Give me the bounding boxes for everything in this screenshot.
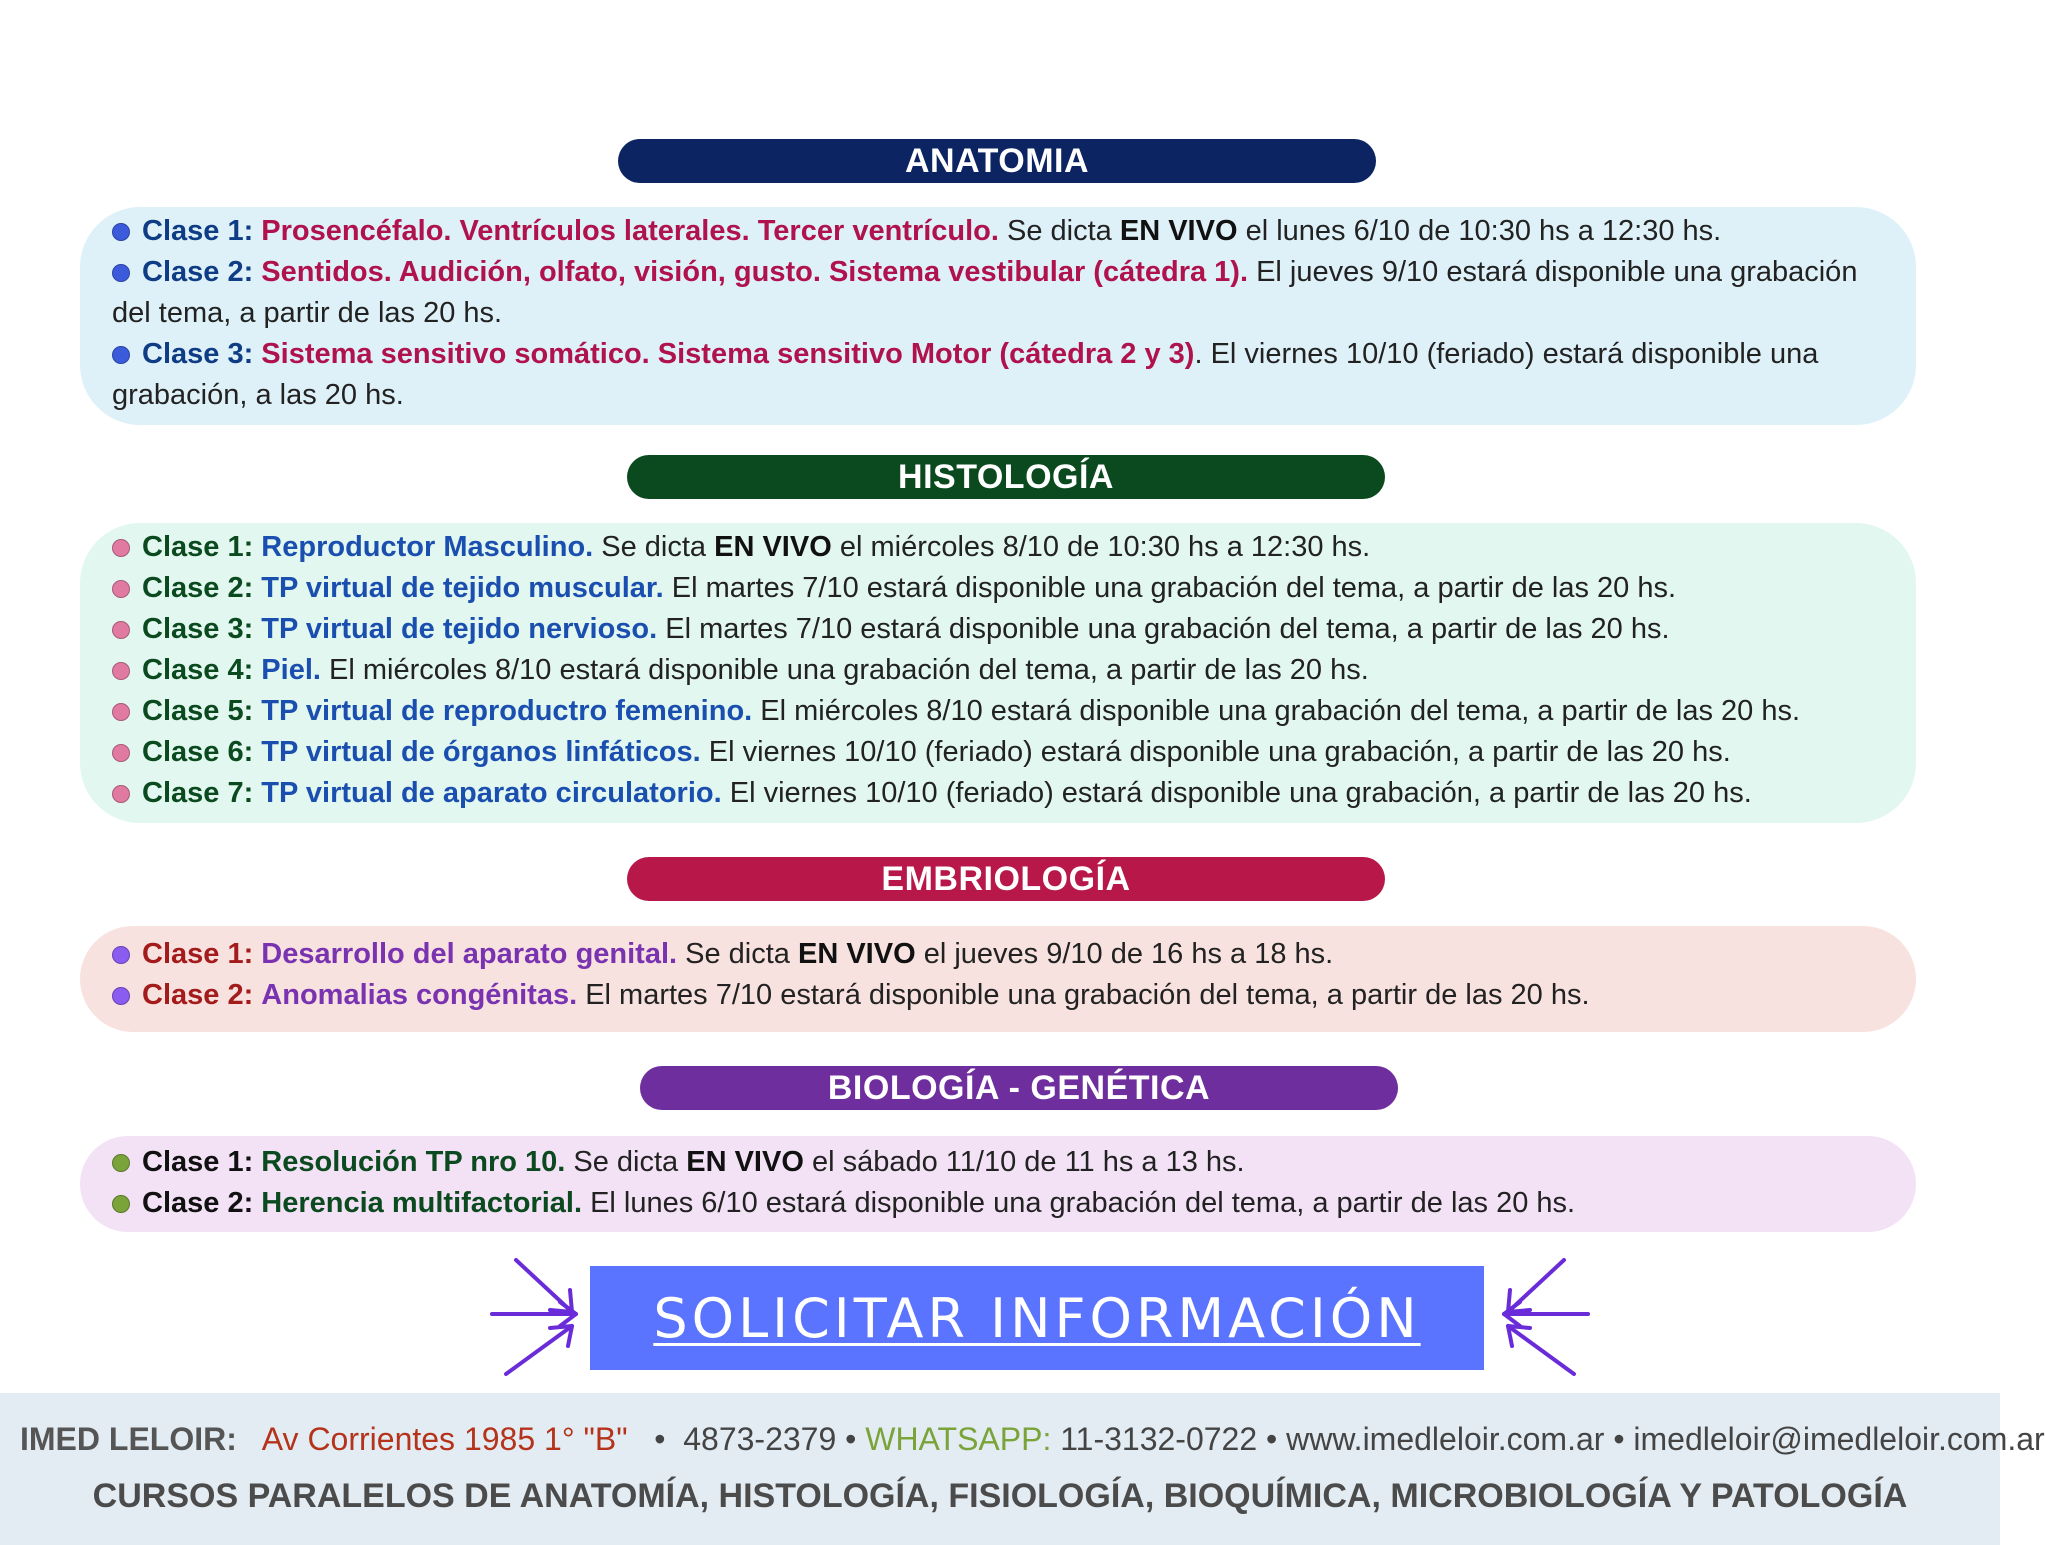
footer-whatsapp-label: WHATSAPP: bbox=[865, 1421, 1052, 1457]
biologia-header bbox=[640, 1066, 1398, 1110]
class-details: . El viernes 10/10 (feriado) estará disponible una grabación, a las 20 hs. bbox=[112, 338, 1827, 411]
left-arrows-icon bbox=[480, 1250, 590, 1390]
footer-contact-row: IMED LELOIR: Av Corrientes 1985 1° "B" • 4873-2379 • WHATSAPP: 11-3132-0722 • www.imedleloir.com.ar • imedleloir@imedleloir.com.ar bbox=[20, 1421, 2045, 1457]
embriologia-title: EMBRIOLOGÍA bbox=[881, 859, 1131, 898]
bullet-icon bbox=[112, 580, 130, 598]
footer-phone: 4873-2379 bbox=[683, 1421, 837, 1457]
anatomia-title: ANATOMIA bbox=[904, 141, 1090, 180]
class-details: El miércoles 8/10 estará disponible una grabación del tema, a partir de las 20 hs. bbox=[320, 654, 1369, 686]
class-topic: TP virtual de tejido nervioso. bbox=[261, 613, 658, 645]
class-schedule: el jueves 9/10 de 16 hs a 18 hs. bbox=[915, 938, 1334, 970]
class-topic: TP virtual de órganos linfáticos. bbox=[261, 736, 701, 768]
bullet-icon bbox=[112, 1154, 130, 1172]
en-vivo-tag: EN VIVO bbox=[714, 531, 832, 563]
en-vivo-tag: EN VIVO bbox=[1119, 215, 1238, 247]
class-label: Clase 6: bbox=[142, 736, 254, 768]
class-topic: Herencia multifactorial. bbox=[261, 1187, 583, 1219]
solicitar-informacion-button[interactable] bbox=[590, 1266, 1484, 1370]
histologia-class-item bbox=[112, 568, 1886, 609]
class-details: El miércoles 8/10 estará disponible una grabación del tema, a partir de las 20 hs. bbox=[752, 695, 1801, 727]
histologia-class-item bbox=[112, 527, 1886, 568]
bullet-icon bbox=[112, 703, 130, 721]
class-details: El viernes 10/10 (feriado) estará disponible una grabación, a partir de las 20 hs. bbox=[721, 777, 1752, 809]
bullet-icon bbox=[112, 662, 130, 680]
class-label: Clase 1: bbox=[142, 938, 254, 970]
class-label: Clase 2: bbox=[142, 572, 254, 604]
bullet-icon bbox=[112, 1195, 130, 1213]
class-topic: Anomalias congénitas. bbox=[261, 979, 578, 1011]
class-label: Clase 1: bbox=[142, 1146, 254, 1178]
class-topic: Sentidos. Audición, olfato, visión, gusto. Sistema vestibular (cátedra 1). bbox=[261, 256, 1249, 288]
embriologia-header bbox=[627, 857, 1385, 901]
biologia-class-item bbox=[112, 1183, 1886, 1224]
class-details: El jueves 9/10 estará disponible una grabación del tema, a partir de las 20 hs. bbox=[112, 256, 1866, 329]
en-vivo-tag: EN VIVO bbox=[686, 1146, 804, 1178]
biologia-panel bbox=[80, 1136, 1916, 1232]
class-schedule: el lunes 6/10 de 10:30 hs a 12:30 hs. bbox=[1237, 215, 1722, 247]
class-schedule: el sábado 11/10 de 11 hs a 13 hs. bbox=[803, 1146, 1245, 1178]
class-topic: TP virtual de reproductro femenino. bbox=[261, 695, 753, 727]
histologia-panel bbox=[80, 523, 1916, 823]
en-vivo-tag: EN VIVO bbox=[798, 938, 916, 970]
bullet-icon bbox=[112, 539, 130, 557]
histologia-class-item bbox=[112, 650, 1886, 691]
class-schedule: el miércoles 8/10 de 10:30 hs a 12:30 hs. bbox=[831, 531, 1371, 563]
class-details: Se dicta bbox=[998, 215, 1120, 247]
class-topic: Sistema sensitivo somático. Sistema sensitivo Motor (cátedra 2 y 3) bbox=[261, 338, 1195, 370]
class-label: Clase 1: bbox=[142, 531, 254, 563]
biologia-title: BIOLOGÍA - GENÉTICA bbox=[827, 1068, 1211, 1107]
footer bbox=[0, 1393, 2045, 1545]
footer-tagline: CURSOS PARALELOS DE ANATOMÍA, HISTOLOGÍA, FISIOLOGÍA, BIOQUÍMICA, MICROBIOLOGÍA Y PATOLOGÍA bbox=[92, 1477, 1908, 1515]
histologia-title: HISTOLOGÍA bbox=[898, 457, 1114, 496]
class-topic: Desarrollo del aparato genital. bbox=[261, 938, 678, 970]
bullet-icon bbox=[112, 744, 130, 762]
anatomia-class-item bbox=[112, 252, 1886, 334]
histologia-class-item bbox=[112, 732, 1886, 773]
histologia-header bbox=[627, 455, 1385, 499]
class-details: Se dicta bbox=[565, 1146, 687, 1178]
class-label: Clase 2: bbox=[142, 256, 254, 288]
biologia-class-item bbox=[112, 1142, 1886, 1183]
right-arrows-icon bbox=[1490, 1250, 1600, 1390]
anatomia-panel bbox=[80, 207, 1916, 425]
anatomia-class-item bbox=[112, 211, 1886, 252]
class-label: Clase 5: bbox=[142, 695, 254, 727]
class-topic: Resolución TP nro 10. bbox=[261, 1146, 566, 1178]
bullet-icon bbox=[112, 346, 130, 364]
bullet-icon bbox=[112, 223, 130, 241]
class-details: El viernes 10/10 (feriado) estará disponible una grabación, a partir de las 20 hs. bbox=[700, 736, 1731, 768]
class-details: El lunes 6/10 estará disponible una grabación del tema, a partir de las 20 hs. bbox=[582, 1187, 1576, 1219]
class-topic: Prosencéfalo. Ventrículos laterales. Tercer ventrículo. bbox=[261, 215, 999, 247]
class-label: Clase 3: bbox=[142, 338, 254, 370]
bullet-icon bbox=[112, 987, 130, 1005]
embriologia-panel bbox=[80, 926, 1916, 1032]
class-topic: Reproductor Masculino. bbox=[261, 531, 594, 563]
embriologia-class-item bbox=[112, 934, 1886, 975]
bullet-icon bbox=[112, 264, 130, 282]
histologia-class-item bbox=[112, 609, 1886, 650]
histologia-class-item bbox=[112, 691, 1886, 732]
class-details: El martes 7/10 estará disponible una grabación del tema, a partir de las 20 hs. bbox=[657, 613, 1670, 645]
footer-email-link[interactable]: imedleloir@imedleloir.com.ar bbox=[1633, 1421, 2045, 1457]
class-label: Clase 3: bbox=[142, 613, 254, 645]
footer-brand: IMED LELOIR: bbox=[20, 1421, 237, 1457]
class-details: Se dicta bbox=[677, 938, 798, 970]
class-details: El martes 7/10 estará disponible una grabación del tema, a partir de las 20 hs. bbox=[663, 572, 1677, 604]
class-topic: Piel. bbox=[261, 654, 321, 686]
embriologia-class-item bbox=[112, 975, 1886, 1016]
class-details: Se dicta bbox=[593, 531, 715, 563]
class-label: Clase 7: bbox=[142, 777, 254, 809]
anatomia-header bbox=[618, 139, 1376, 183]
class-details: El martes 7/10 estará disponible una grabación del tema, a partir de las 20 hs. bbox=[577, 979, 1590, 1011]
class-label: Clase 2: bbox=[142, 979, 254, 1011]
class-topic: TP virtual de aparato circulatorio. bbox=[261, 777, 722, 809]
solicitar-informacion-label: SOLICITAR INFORMACIÓN bbox=[653, 1286, 1421, 1350]
footer-address: Av Corrientes 1985 1° "B" bbox=[261, 1421, 628, 1457]
class-topic: TP virtual de tejido muscular. bbox=[261, 572, 664, 604]
histologia-class-item bbox=[112, 773, 1886, 814]
footer-whatsapp: 11-3132-0722 bbox=[1060, 1421, 1258, 1457]
class-label: Clase 1: bbox=[142, 215, 254, 247]
footer-web-link[interactable]: www.imedleloir.com.ar bbox=[1286, 1421, 1605, 1457]
class-label: Clase 2: bbox=[142, 1187, 254, 1219]
anatomia-class-item bbox=[112, 334, 1886, 416]
bullet-icon bbox=[112, 946, 130, 964]
class-label: Clase 4: bbox=[142, 654, 254, 686]
bullet-icon bbox=[112, 621, 130, 639]
bullet-icon bbox=[112, 785, 130, 803]
